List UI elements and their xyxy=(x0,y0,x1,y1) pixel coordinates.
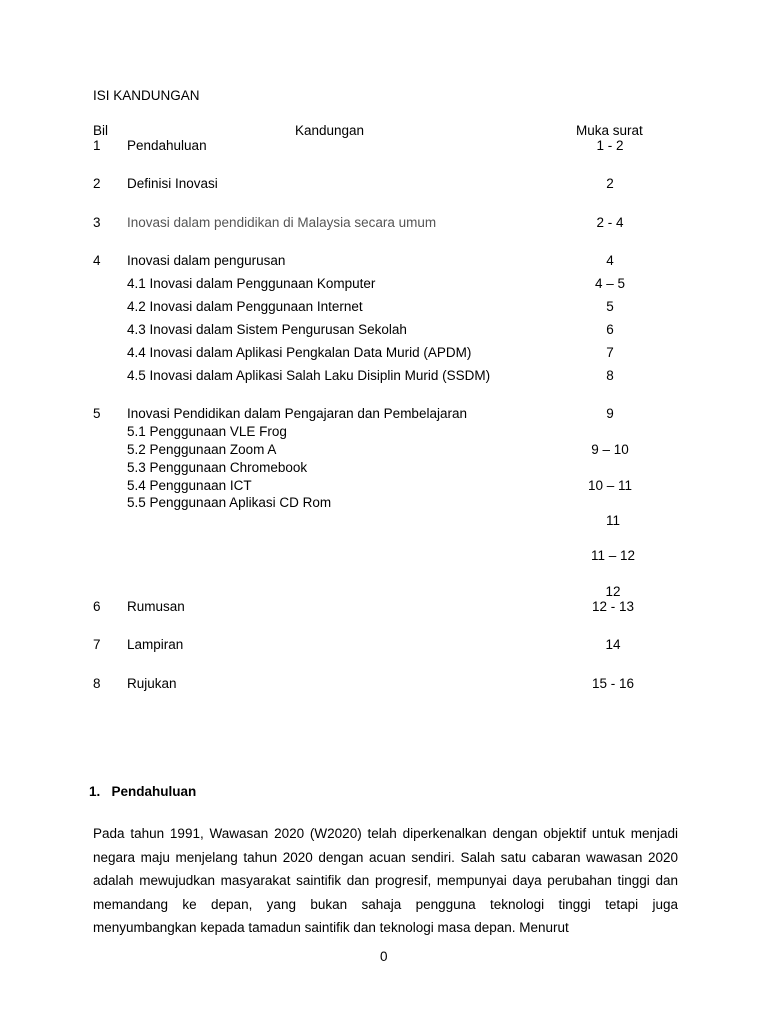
toc-page: 1 - 2 xyxy=(596,138,624,153)
toc-entry: 5.4 Penggunaan ICT xyxy=(127,478,252,493)
toc-entry: 4.3 Inovasi dalam Sistem Pengurusan Sekolah xyxy=(127,322,407,337)
toc-page: 9 – 10 xyxy=(591,442,629,457)
toc-entry: Inovasi Pendidikan dalam Pengajaran dan Pembelajaran xyxy=(127,406,467,421)
toc-page: 12 - 13 xyxy=(591,599,635,614)
toc-bil: 4 xyxy=(93,253,101,268)
toc-page: 10 – 11 xyxy=(587,478,633,493)
toc-page: 4 – 5 xyxy=(594,276,626,291)
page-number: 0 xyxy=(380,949,388,964)
header-bil: Bil xyxy=(93,123,109,138)
toc-entry: 4.5 Inovasi dalam Aplikasi Salah Laku Disiplin Murid (SSDM) xyxy=(127,368,491,383)
toc-page: 5 xyxy=(606,299,614,314)
toc-page: 15 - 16 xyxy=(591,676,635,691)
toc-page: 9 xyxy=(606,406,614,421)
toc-bil: 6 xyxy=(93,599,101,614)
toc-entry: 5.5 Penggunaan Aplikasi CD Rom xyxy=(127,495,332,510)
toc-bil: 7 xyxy=(93,637,101,652)
toc-page: 8 xyxy=(606,368,614,383)
toc-bil: 5 xyxy=(93,406,101,421)
toc-page: 12 xyxy=(605,584,621,599)
header-muka-surat: Muka surat xyxy=(576,123,643,138)
toc-entry: Lampiran xyxy=(127,637,184,652)
toc-page: 2 - 4 xyxy=(596,215,624,230)
toc-page: 11 – 12 xyxy=(590,548,636,563)
section-heading: 1. Pendahuluan xyxy=(89,784,197,799)
toc-bil: 1 xyxy=(93,138,101,153)
header-kandungan: Kandungan xyxy=(295,123,365,138)
toc-entry: Rujukan xyxy=(127,676,177,691)
toc-entry: 4.2 Inovasi dalam Penggunaan Internet xyxy=(127,299,363,314)
toc-page: 14 xyxy=(605,637,621,652)
toc-entry: 5.3 Penggunaan Chromebook xyxy=(127,460,308,475)
toc-page: 6 xyxy=(606,322,614,337)
toc-bil: 2 xyxy=(93,176,101,191)
toc-bil: 3 xyxy=(93,215,101,230)
toc-entry: 5.1 Penggunaan VLE Frog xyxy=(127,424,287,439)
toc-title: ISI KANDUNGAN xyxy=(93,88,200,103)
toc-page: 11 xyxy=(605,513,620,528)
toc-entry: Definisi Inovasi xyxy=(127,176,218,191)
toc-entry: 5.2 Penggunaan Zoom A xyxy=(127,442,277,457)
paragraph-text: Pada tahun 1991, Wawasan 2020 (W2020) telah diperkenalkan dengan objektif untuk menjadi negara maju menjelang tahun 2020 dengan acuan sendiri. Salah satu cabaran wawasan 2020 adalah mewujudkan masyarakat saintifik dan progresif, mempunyai daya perubahan tinggi dan memandang ke depan, yang bukan sahaja pengguna teknologi tinggi tetapi juga menyumbangkan kepada tamadun saintifik dan teknologi masa depan. Menurut xyxy=(93,826,678,936)
section-paragraph xyxy=(93,822,678,940)
toc-entry: 4.1 Inovasi dalam Penggunaan Komputer xyxy=(127,276,376,291)
toc-entry: Inovasi dalam pengurusan xyxy=(127,253,286,268)
toc-page: 7 xyxy=(606,345,614,360)
toc-bil: 8 xyxy=(93,676,101,691)
toc-entry: 4.4 Inovasi dalam Aplikasi Pengkalan Data Murid (APDM) xyxy=(127,345,472,360)
toc-entry: Inovasi dalam pendidikan di Malaysia secara umum xyxy=(127,215,437,230)
toc-page: 2 xyxy=(606,176,614,191)
toc-entry: Pendahuluan xyxy=(127,138,207,153)
toc-entry: Rumusan xyxy=(127,599,185,614)
toc-page: 4 xyxy=(606,253,614,268)
